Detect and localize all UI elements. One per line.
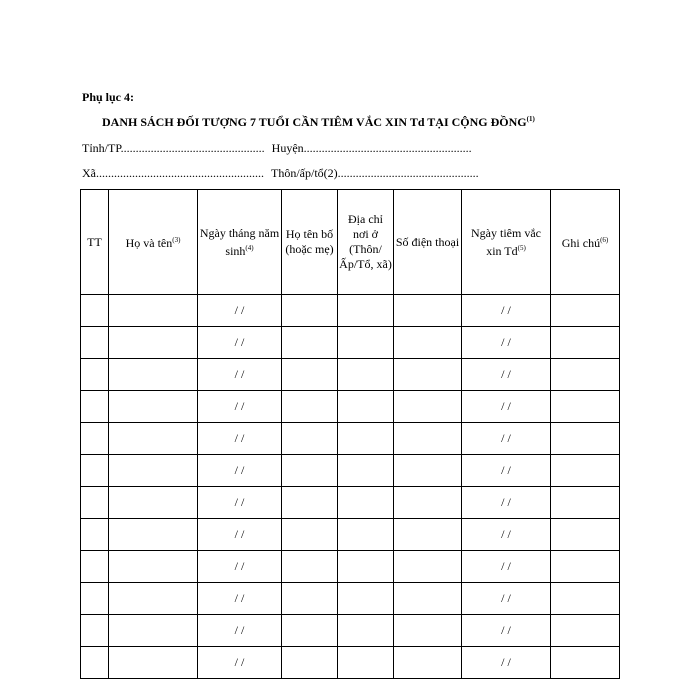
subject-list-table: [80, 189, 620, 679]
cell-address: [338, 615, 394, 647]
cell-notes: [551, 423, 620, 455]
cell-address: [338, 423, 394, 455]
cell-phone: [394, 583, 462, 615]
header-phone: Số điện thoại: [394, 190, 462, 295]
cell-parent-name: [282, 647, 338, 679]
cell-phone: [394, 647, 462, 679]
cell-tt: [81, 487, 109, 519]
cell-vaccination-date: / /: [462, 359, 551, 391]
commune-field: Xã........................................................: [82, 166, 264, 180]
table-row: [81, 359, 620, 391]
cell-tt: [81, 327, 109, 359]
cell-full-name: [109, 391, 198, 423]
document-title: [102, 115, 535, 130]
cell-notes: [551, 295, 620, 327]
cell-address: [338, 487, 394, 519]
cell-tt: [81, 359, 109, 391]
title-footnote: (1): [526, 115, 535, 123]
cell-parent-name: [282, 295, 338, 327]
cell-tt: [81, 455, 109, 487]
cell-phone: [394, 391, 462, 423]
cell-date-of-birth: / /: [198, 423, 282, 455]
table-row: [81, 327, 620, 359]
cell-vaccination-date: / /: [462, 391, 551, 423]
table-row: [81, 423, 620, 455]
header-notes: Ghi chú$^{(6)}$: [551, 190, 620, 295]
cell-parent-name: [282, 327, 338, 359]
header-vaccination-date: Ngày tiêm vắc xin Td$^{(5)}$: [462, 190, 551, 295]
cell-phone: [394, 615, 462, 647]
cell-full-name: [109, 551, 198, 583]
table-row: [81, 391, 620, 423]
cell-vaccination-date: / /: [462, 615, 551, 647]
cell-date-of-birth: / /: [198, 551, 282, 583]
cell-phone: [394, 423, 462, 455]
cell-notes: [551, 391, 620, 423]
cell-date-of-birth: / /: [198, 519, 282, 551]
cell-vaccination-date: / /: [462, 455, 551, 487]
cell-notes: [551, 583, 620, 615]
header-full-name: Họ và tên$^{(3)}$: [109, 190, 198, 295]
province-field: Tỉnh/TP................................................: [82, 141, 265, 155]
cell-notes: [551, 551, 620, 583]
cell-address: [338, 519, 394, 551]
cell-date-of-birth: / /: [198, 359, 282, 391]
cell-phone: [394, 359, 462, 391]
cell-parent-name: [282, 455, 338, 487]
table-row: [81, 615, 620, 647]
header-parent-name: Họ tên bố (hoặc mẹ): [282, 190, 338, 295]
cell-full-name: [109, 487, 198, 519]
cell-tt: [81, 423, 109, 455]
cell-date-of-birth: / /: [198, 295, 282, 327]
cell-parent-name: [282, 615, 338, 647]
hamlet-field: Thôn/ấp/tổ(2)...............................................: [271, 166, 479, 180]
cell-address: [338, 359, 394, 391]
cell-parent-name: [282, 423, 338, 455]
cell-phone: [394, 327, 462, 359]
table-row: [81, 519, 620, 551]
cell-vaccination-date: / /: [462, 487, 551, 519]
cell-parent-name: [282, 583, 338, 615]
cell-phone: [394, 519, 462, 551]
table-row: [81, 295, 620, 327]
cell-date-of-birth: / /: [198, 487, 282, 519]
cell-full-name: [109, 455, 198, 487]
table-row: [81, 455, 620, 487]
cell-notes: [551, 455, 620, 487]
cell-tt: [81, 615, 109, 647]
cell-address: [338, 455, 394, 487]
cell-vaccination-date: / /: [462, 647, 551, 679]
cell-address: [338, 647, 394, 679]
cell-date-of-birth: / /: [198, 615, 282, 647]
cell-address: [338, 583, 394, 615]
cell-date-of-birth: / /: [198, 327, 282, 359]
cell-full-name: [109, 615, 198, 647]
cell-full-name: [109, 327, 198, 359]
cell-address: [338, 295, 394, 327]
cell-vaccination-date: / /: [462, 327, 551, 359]
table-row: [81, 487, 620, 519]
cell-tt: [81, 551, 109, 583]
cell-tt: [81, 391, 109, 423]
cell-tt: [81, 583, 109, 615]
cell-parent-name: [282, 551, 338, 583]
commune-hamlet-line: [82, 166, 479, 181]
cell-address: [338, 391, 394, 423]
header-date-of-birth: Ngày tháng năm $\sinh^{(4)}$: [198, 190, 282, 295]
cell-date-of-birth: / /: [198, 455, 282, 487]
cell-phone: [394, 551, 462, 583]
cell-notes: [551, 487, 620, 519]
header-address: Địa chỉ nơi ở (Thôn/ Ấp/Tổ, xã): [338, 190, 394, 295]
cell-phone: [394, 487, 462, 519]
cell-vaccination-date: / /: [462, 423, 551, 455]
cell-tt: [81, 519, 109, 551]
cell-phone: [394, 295, 462, 327]
cell-notes: [551, 519, 620, 551]
table-row: [81, 647, 620, 679]
table-row: [81, 551, 620, 583]
cell-vaccination-date: / /: [462, 583, 551, 615]
district-field: Huyện........................................................: [271, 141, 472, 155]
cell-parent-name: [282, 391, 338, 423]
cell-date-of-birth: / /: [198, 583, 282, 615]
cell-full-name: [109, 583, 198, 615]
table-body: [81, 295, 620, 679]
cell-phone: [394, 455, 462, 487]
cell-parent-name: [282, 359, 338, 391]
cell-address: [338, 327, 394, 359]
header-tt: TT: [81, 190, 109, 295]
cell-vaccination-date: / /: [462, 295, 551, 327]
cell-vaccination-date: / /: [462, 519, 551, 551]
cell-notes: [551, 647, 620, 679]
cell-date-of-birth: / /: [198, 391, 282, 423]
cell-notes: [551, 615, 620, 647]
cell-tt: [81, 295, 109, 327]
cell-notes: [551, 327, 620, 359]
cell-address: [338, 551, 394, 583]
table-header-row: [81, 190, 620, 295]
table-row: [81, 583, 620, 615]
cell-vaccination-date: / /: [462, 551, 551, 583]
appendix-label: Phụ lục 4:: [82, 90, 135, 104]
cell-date-of-birth: / /: [198, 647, 282, 679]
cell-full-name: [109, 647, 198, 679]
cell-full-name: [109, 295, 198, 327]
cell-full-name: [109, 519, 198, 551]
cell-parent-name: [282, 487, 338, 519]
cell-full-name: [109, 359, 198, 391]
cell-notes: [551, 359, 620, 391]
title-text: DANH SÁCH ĐỐI TƯỢNG 7 TUỔI CẦN TIÊM VẮC XIN Td TẠI CỘNG ĐỒNG: [102, 115, 527, 129]
cell-tt: [81, 647, 109, 679]
cell-full-name: [109, 423, 198, 455]
cell-parent-name: [282, 519, 338, 551]
province-district-line: [82, 141, 472, 156]
